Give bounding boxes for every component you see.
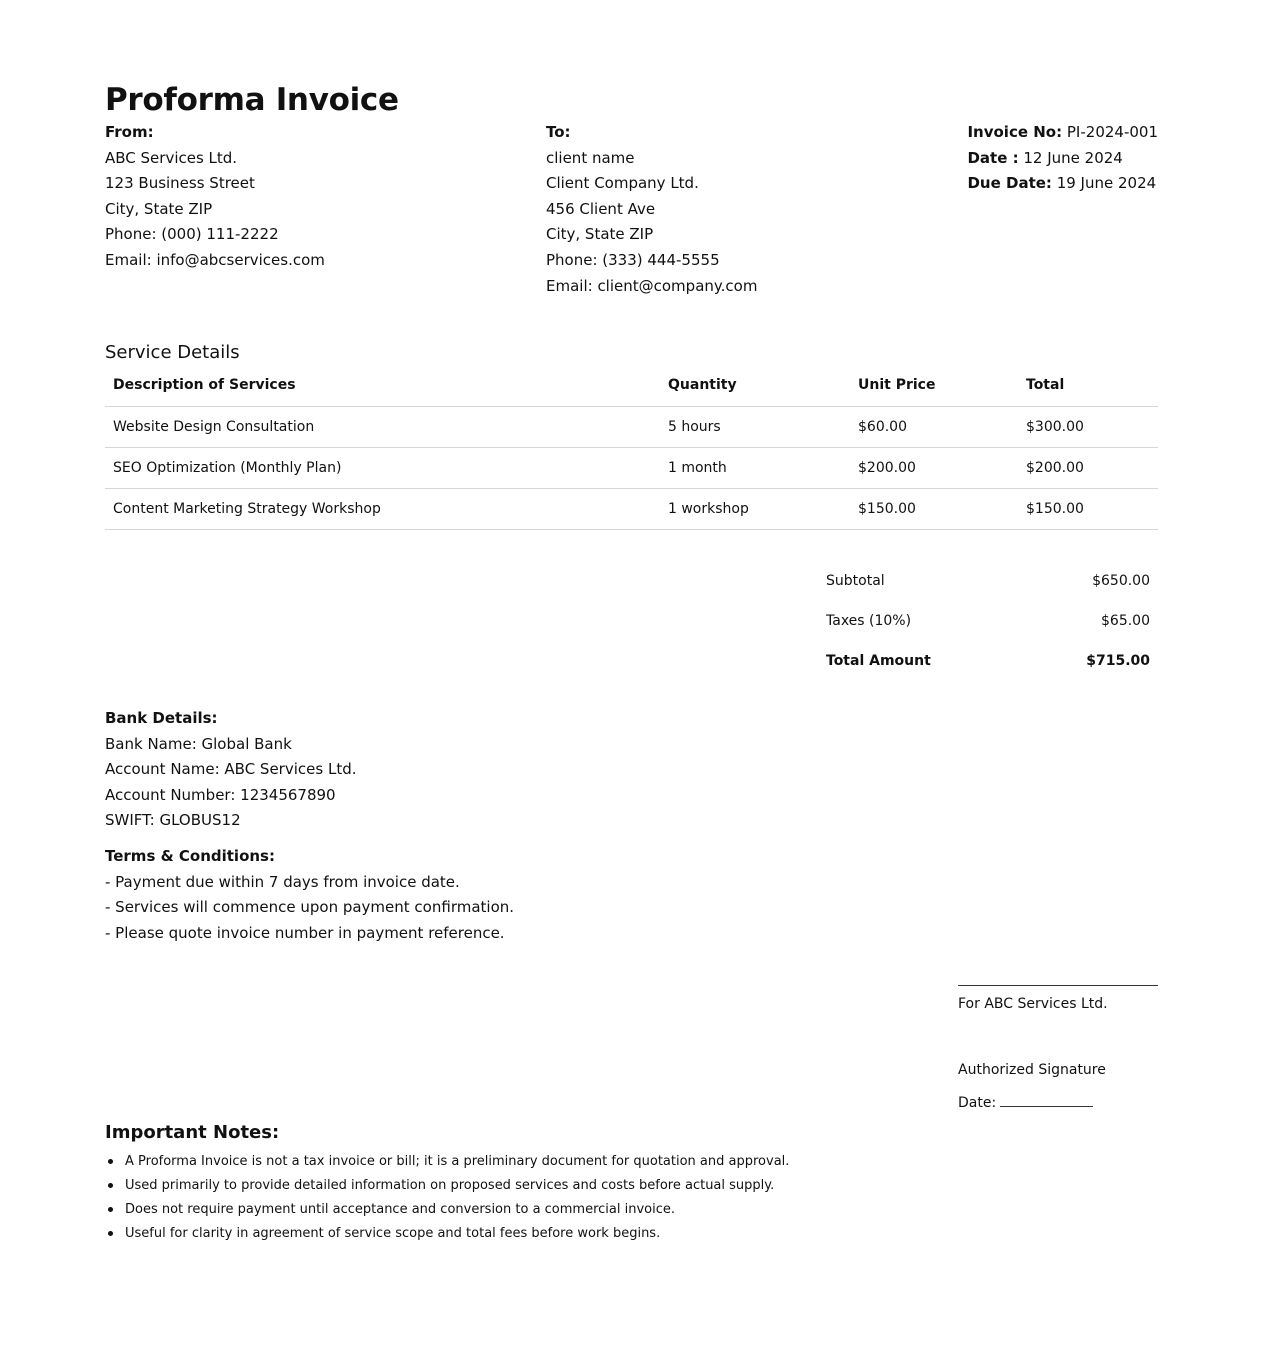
service-description: Website Design Consultation: [105, 406, 660, 447]
invoice-number: [967, 120, 1158, 146]
services-table: [105, 365, 1158, 530]
invoice-number-label: Invoice No:: [967, 123, 1063, 141]
service-total: $150.00: [1018, 488, 1158, 529]
from-block: [105, 120, 325, 274]
service-quantity: 1 month: [660, 447, 850, 488]
subtotal-label: Subtotal: [826, 573, 885, 589]
signature-date-label: Date:: [958, 1095, 997, 1111]
important-notes-title: Important Notes:: [105, 1122, 280, 1143]
important-notes-list: [105, 1150, 789, 1246]
total-amount-value: $715.00: [1086, 653, 1150, 669]
bank-details-heading: Bank Details:: [105, 709, 218, 727]
tax-row: [818, 601, 1158, 641]
tax-label: Taxes (10%): [826, 613, 912, 629]
invoice-date-label: Date :: [967, 148, 1019, 167]
bank-details: [105, 706, 356, 834]
list-item: Does not require payment until acceptance and conversion to a commercial invoice.: [105, 1198, 789, 1222]
invoice-date: [967, 146, 1158, 172]
totals-table: [818, 561, 1158, 681]
total-amount-label: Total Amount: [826, 653, 931, 669]
page-title: Proforma Invoice: [105, 82, 399, 118]
invoice-meta: [967, 120, 1158, 197]
list-item: Used primarily to provide detailed information on proposed services and costs before actual supply.: [105, 1174, 789, 1198]
signature-date: [958, 1094, 1158, 1112]
invoice-number-value: PI-2024-001: [1066, 123, 1158, 141]
bank-line: Account Name: ABC Services Ltd.: [105, 760, 357, 779]
column-header: Total: [1018, 365, 1158, 406]
service-quantity: 1 workshop: [660, 488, 850, 529]
signature-date-blank: [1000, 1095, 1093, 1107]
invoice-date-value: 12 June 2024: [1023, 148, 1123, 167]
from-heading: From:: [105, 123, 154, 141]
to-line: City, State ZIP: [546, 225, 654, 244]
signature-line: [958, 985, 1158, 986]
terms-line: - Please quote invoice number in payment reference.: [105, 923, 505, 942]
tax-value: $65.00: [1101, 613, 1150, 629]
signature-company: For ABC Services Ltd.: [958, 996, 1108, 1012]
authorized-signature-label: Authorized Signature: [958, 1062, 1106, 1078]
column-header: Unit Price: [850, 365, 1018, 406]
subtotal-value: $650.00: [1092, 573, 1150, 589]
from-line: Phone: (000) 111-2222: [105, 225, 279, 244]
table-header-row: [105, 365, 1158, 406]
list-item: Useful for clarity in agreement of service scope and total fees before work begins.: [105, 1222, 789, 1246]
column-header: Quantity: [660, 365, 850, 406]
to-line: Client Company Ltd.: [546, 174, 699, 193]
table-row: [105, 488, 1158, 529]
due-date-value: 19 June 2024: [1056, 174, 1157, 193]
terms-line: - Payment due within 7 days from invoice date.: [105, 872, 460, 891]
table-row: [105, 406, 1158, 447]
due-date: [967, 171, 1158, 197]
total-amount-row: [818, 641, 1158, 681]
subtotal-row: [818, 561, 1158, 601]
service-unit-price: $200.00: [850, 447, 1018, 488]
bank-line: SWIFT: GLOBUS12: [105, 811, 241, 830]
bank-line: Account Number: 1234567890: [105, 785, 336, 804]
service-unit-price: $60.00: [850, 406, 1018, 447]
terms-line: - Services will commence upon payment confirmation.: [105, 898, 515, 917]
service-unit-price: $150.00: [850, 488, 1018, 529]
from-line: City, State ZIP: [105, 199, 213, 218]
due-date-label: Due Date:: [967, 174, 1052, 193]
terms-heading: Terms & Conditions:: [105, 847, 275, 865]
service-description: Content Marketing Strategy Workshop: [105, 488, 660, 529]
to-block: [546, 120, 757, 299]
to-line: 456 Client Ave: [546, 199, 656, 218]
to-line: Email: client@company.com: [546, 276, 758, 295]
service-total: $300.00: [1018, 406, 1158, 447]
column-header: Description of Services: [105, 365, 660, 406]
to-line: Phone: (333) 444-5555: [546, 250, 720, 269]
from-line: ABC Services Ltd.: [105, 148, 238, 167]
to-heading: To:: [546, 123, 571, 141]
service-quantity: 5 hours: [660, 406, 850, 447]
from-line: Email: info@abcservices.com: [105, 250, 325, 269]
service-total: $200.00: [1018, 447, 1158, 488]
terms-conditions: [105, 844, 514, 946]
table-row: [105, 447, 1158, 488]
to-line: client name: [546, 148, 635, 167]
from-line: 123 Business Street: [105, 174, 255, 193]
signature-block: [958, 985, 1158, 1112]
bank-line: Bank Name: Global Bank: [105, 734, 292, 753]
service-description: SEO Optimization (Monthly Plan): [105, 447, 660, 488]
service-details-title: Service Details: [105, 342, 240, 363]
list-item: A Proforma Invoice is not a tax invoice or bill; it is a preliminary document for quotation and approval.: [105, 1150, 789, 1174]
